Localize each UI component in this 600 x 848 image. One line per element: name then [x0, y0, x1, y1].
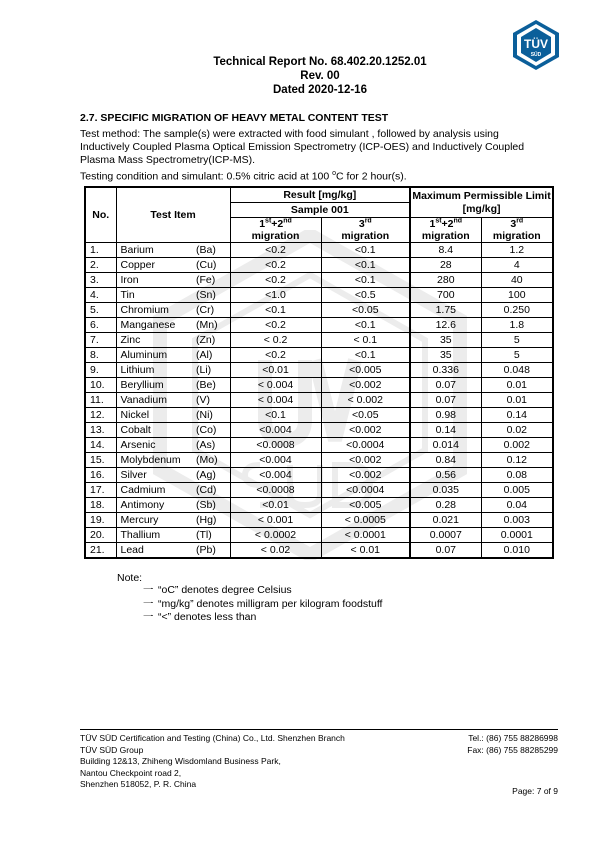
table-row — [85, 468, 553, 483]
element-name: Aluminum — [116, 348, 192, 363]
footer-address — [80, 733, 345, 791]
result-1st2nd: <0.1 — [230, 303, 321, 318]
element-name: Cobalt — [116, 423, 192, 438]
result-1st2nd: <0.2 — [230, 258, 321, 273]
element-symbol: (Mn) — [192, 318, 230, 333]
element-symbol: (Ni) — [192, 408, 230, 423]
result-3rd: < 0.002 — [321, 393, 410, 408]
table-row — [85, 453, 553, 468]
footer-company: TÜV SÜD Certification and Testing (China) Co., Ltd. Shenzhen Branch — [80, 733, 345, 743]
condition-text: Testing condition and simulant: 0.5% citric acid at 100 — [80, 170, 333, 183]
limit-1st2nd: 0.07 — [410, 543, 481, 559]
result-1st2nd: <1.0 — [230, 288, 321, 303]
result-3rd: < 0.0005 — [321, 513, 410, 528]
result-3rd: <0.1 — [321, 348, 410, 363]
result-3rd: <0.1 — [321, 258, 410, 273]
limit-3rd: 0.0001 — [481, 528, 553, 543]
element-symbol: (Fe) — [192, 273, 230, 288]
element-symbol: (Al) — [192, 348, 230, 363]
result-3rd: <0.0004 — [321, 483, 410, 498]
limit-3rd: 0.048 — [481, 363, 553, 378]
footer-road: Nantou Checkpoint road 2, — [80, 767, 182, 778]
element-symbol: (As) — [192, 438, 230, 453]
row-number: 7. — [85, 333, 116, 348]
limit-1st2nd: 35 — [410, 348, 481, 363]
limit-1st2nd: 28 — [410, 258, 481, 273]
test-method: Test method: The sample(s) were extracted with food simulant , followed by analysis using Inductively Coupled Plasma Optical Emission Spectrometry (ICP-OES) and Inductively Coupled Plasma Mass Spectrometry(ICP-MS). — [80, 128, 525, 166]
element-name: Barium — [116, 243, 192, 258]
element-symbol: (Ba) — [192, 243, 230, 258]
table-row — [85, 513, 553, 528]
note-dash: 一 — [143, 584, 154, 596]
footer-tel: Tel.: (86) 755 88286998 — [468, 733, 558, 743]
table-row — [85, 258, 553, 273]
table-row — [85, 438, 553, 453]
limit-1st2nd: 0.021 — [410, 513, 481, 528]
ord-st: st — [435, 217, 442, 225]
result-1st2nd: <0.004 — [230, 423, 321, 438]
limit-1st2nd: 280 — [410, 273, 481, 288]
result-3rd: < 0.0001 — [321, 528, 410, 543]
limit-1st2nd: 0.07 — [410, 378, 481, 393]
table-row — [85, 303, 553, 318]
header-test-item: Test Item — [116, 187, 230, 243]
element-name: Nickel — [116, 408, 192, 423]
limit-3rd: 0.04 — [481, 498, 553, 513]
result-1st2nd: <0.2 — [230, 243, 321, 258]
result-1st2nd: < 0.004 — [230, 393, 321, 408]
ord-st: st — [265, 217, 272, 225]
table-row — [85, 543, 553, 559]
limit-1st2nd: 0.336 — [410, 363, 481, 378]
ord-nd: nd — [453, 217, 463, 225]
row-number: 13. — [85, 423, 116, 438]
element-symbol: (Ag) — [192, 468, 230, 483]
section-title: 2.7. SPECIFIC MIGRATION OF HEAVY METAL CONTENT TEST — [80, 112, 389, 124]
footer-building: Building 12&13, Zhiheng Wisdomland Business Park, — [80, 756, 281, 766]
element-name: Iron — [116, 273, 192, 288]
row-number: 19. — [85, 513, 116, 528]
limit-3rd: 0.010 — [481, 543, 553, 559]
table-row — [85, 423, 553, 438]
limit-3rd: 0.002 — [481, 438, 553, 453]
result-1st2nd: <0.2 — [230, 348, 321, 363]
header-sample: Sample 001 — [230, 203, 410, 218]
row-number: 5. — [85, 303, 116, 318]
element-symbol: (Mo) — [192, 453, 230, 468]
note-label: Note: — [117, 572, 143, 584]
result-1st2nd: <0.0008 — [230, 438, 321, 453]
migration-label: migration — [421, 230, 470, 242]
element-symbol: (Pb) — [192, 543, 230, 559]
limit-3rd: 0.02 — [481, 423, 553, 438]
result-1st2nd: <0.004 — [230, 453, 321, 468]
limit-3rd: 1.8 — [481, 318, 553, 333]
footer-divider — [80, 729, 558, 730]
report-revision: Rev. 00 — [300, 70, 340, 82]
limit-3rd: 0.08 — [481, 468, 553, 483]
note-text: “oC” denotes degree Celsius — [158, 584, 292, 596]
element-name: Lead — [116, 543, 192, 559]
ord-2: +2 — [271, 218, 284, 230]
element-name: Vanadium — [116, 393, 192, 408]
element-symbol: (Cu) — [192, 258, 230, 273]
footer-fax: Fax: (86) 755 88285299 — [467, 744, 558, 755]
note-dash: 一 — [143, 611, 154, 623]
result-1st2nd: < 0.0002 — [230, 528, 321, 543]
element-name: Molybdenum — [116, 453, 192, 468]
header-result-1st2nd — [230, 218, 321, 243]
report-number: Technical Report No. 68.402.20.1252.01 — [213, 56, 427, 68]
note-item — [143, 611, 382, 625]
result-3rd: <0.1 — [321, 273, 410, 288]
result-3rd: <0.05 — [321, 408, 410, 423]
footer-contact — [446, 733, 558, 756]
element-name: Thallium — [116, 528, 192, 543]
row-number: 17. — [85, 483, 116, 498]
ord-3: 3 — [358, 218, 365, 230]
result-3rd: <0.002 — [321, 468, 410, 483]
limit-1st2nd: 8.4 — [410, 243, 481, 258]
logo-text: TÜV — [524, 37, 548, 51]
ord-rd: rd — [364, 217, 372, 225]
result-1st2nd: <0.2 — [230, 318, 321, 333]
limit-3rd: 0.003 — [481, 513, 553, 528]
note-item — [143, 598, 382, 612]
header-result: Result [mg/kg] — [230, 187, 410, 203]
element-name: Cadmium — [116, 483, 192, 498]
element-name: Mercury — [116, 513, 192, 528]
result-3rd: <0.05 — [321, 303, 410, 318]
ord-3: 3 — [510, 218, 517, 230]
limit-1st2nd: 35 — [410, 333, 481, 348]
note-text: “<” denotes less than — [158, 611, 257, 623]
element-name: Lithium — [116, 363, 192, 378]
result-1st2nd: <0.0008 — [230, 483, 321, 498]
result-3rd: <0.5 — [321, 288, 410, 303]
element-symbol: (Li) — [192, 363, 230, 378]
heavy-metal-results-table — [84, 186, 554, 559]
result-3rd: <0.002 — [321, 378, 410, 393]
row-number: 12. — [85, 408, 116, 423]
element-name: Antimony — [116, 498, 192, 513]
limit-1st2nd: 0.014 — [410, 438, 481, 453]
header-no: No. — [85, 187, 116, 243]
header-result-3rd — [321, 218, 410, 243]
table-row — [85, 393, 553, 408]
element-symbol: (Sb) — [192, 498, 230, 513]
table-row — [85, 498, 553, 513]
row-number: 4. — [85, 288, 116, 303]
limit-3rd: 0.01 — [481, 393, 553, 408]
element-name: Beryllium — [116, 378, 192, 393]
limit-3rd: 40 — [481, 273, 553, 288]
result-3rd: <0.005 — [321, 498, 410, 513]
ord-2: +2 — [441, 218, 454, 230]
note-dash: 一 — [143, 597, 154, 610]
limit-3rd: 100 — [481, 288, 553, 303]
note-item — [143, 584, 382, 598]
element-name: Zinc — [116, 333, 192, 348]
result-3rd: <0.0004 — [321, 438, 410, 453]
element-name: Tin — [116, 288, 192, 303]
row-number: 8. — [85, 348, 116, 363]
table-row — [85, 288, 553, 303]
result-1st2nd: <0.2 — [230, 273, 321, 288]
result-1st2nd: <0.01 — [230, 363, 321, 378]
limit-1st2nd: 0.07 — [410, 393, 481, 408]
limit-3rd: 0.01 — [481, 378, 553, 393]
limit-3rd: 0.14 — [481, 408, 553, 423]
table-row — [85, 273, 553, 288]
result-3rd: <0.005 — [321, 363, 410, 378]
footer-city: Shenzhen 518052, P. R. China — [80, 779, 197, 789]
table-row — [85, 363, 553, 378]
result-1st2nd: <0.1 — [230, 408, 321, 423]
limit-1st2nd: 0.28 — [410, 498, 481, 513]
element-symbol: (Cr) — [192, 303, 230, 318]
row-number: 14. — [85, 438, 116, 453]
result-3rd: <0.1 — [321, 318, 410, 333]
limit-1st2nd: 0.14 — [410, 423, 481, 438]
table-row — [85, 408, 553, 423]
table-row — [85, 333, 553, 348]
table-row — [85, 348, 553, 363]
table-row — [85, 378, 553, 393]
element-symbol: (Zn) — [192, 333, 230, 348]
limit-3rd: 0.12 — [481, 453, 553, 468]
limit-3rd: 1.2 — [481, 243, 553, 258]
element-symbol: (V) — [192, 393, 230, 408]
degree-symbol: o — [332, 170, 337, 177]
result-3rd: <0.002 — [321, 423, 410, 438]
limit-1st2nd: 0.56 — [410, 468, 481, 483]
page-number: Page: 7 of 9 — [512, 786, 558, 796]
row-number: 16. — [85, 468, 116, 483]
table-row — [85, 528, 553, 543]
element-symbol: (Co) — [192, 423, 230, 438]
footer-group: TÜV SÜD Group — [80, 744, 144, 755]
tuv-sud-logo — [509, 18, 563, 72]
result-3rd: < 0.01 — [321, 543, 410, 559]
limit-1st2nd: 1.75 — [410, 303, 481, 318]
header-limit-1st2nd — [410, 218, 481, 243]
notes-list — [143, 584, 382, 625]
ord-1: 1 — [259, 218, 266, 230]
row-number: 20. — [85, 528, 116, 543]
header-limit-3rd — [481, 218, 553, 243]
limit-3rd: 0.250 — [481, 303, 553, 318]
migration-label: migration — [492, 230, 541, 242]
table-row — [85, 483, 553, 498]
row-number: 15. — [85, 453, 116, 468]
limit-1st2nd: 12.6 — [410, 318, 481, 333]
row-number: 9. — [85, 363, 116, 378]
result-1st2nd: <0.01 — [230, 498, 321, 513]
limit-3rd: 4 — [481, 258, 553, 273]
result-1st2nd: < 0.004 — [230, 378, 321, 393]
element-name: Arsenic — [116, 438, 192, 453]
migration-label: migration — [251, 230, 300, 242]
ord-1: 1 — [429, 218, 436, 230]
migration-label: migration — [341, 230, 390, 242]
testing-condition — [80, 170, 407, 183]
element-symbol: (Tl) — [192, 528, 230, 543]
row-number: 18. — [85, 498, 116, 513]
limit-1st2nd: 0.84 — [410, 453, 481, 468]
table-row — [85, 243, 553, 258]
limit-1st2nd: 0.98 — [410, 408, 481, 423]
row-number: 3. — [85, 273, 116, 288]
element-symbol: (Sn) — [192, 288, 230, 303]
limit-1st2nd: 700 — [410, 288, 481, 303]
element-name: Copper — [116, 258, 192, 273]
table-row — [85, 318, 553, 333]
element-symbol: (Be) — [192, 378, 230, 393]
result-1st2nd: < 0.02 — [230, 543, 321, 559]
element-name: Chromium — [116, 303, 192, 318]
report-date: Dated 2020-12-16 — [273, 84, 367, 96]
result-1st2nd: < 0.2 — [230, 333, 321, 348]
element-symbol: (Hg) — [192, 513, 230, 528]
result-3rd: <0.1 — [321, 243, 410, 258]
row-number: 1. — [85, 243, 116, 258]
limit-3rd: 5 — [481, 333, 553, 348]
row-number: 11. — [85, 393, 116, 408]
limit-1st2nd: 0.0007 — [410, 528, 481, 543]
result-1st2nd: < 0.001 — [230, 513, 321, 528]
limit-3rd: 0.005 — [481, 483, 553, 498]
result-1st2nd: <0.004 — [230, 468, 321, 483]
row-number: 10. — [85, 378, 116, 393]
row-number: 21. — [85, 543, 116, 559]
logo-subtext: SÜD — [530, 52, 542, 58]
row-number: 6. — [85, 318, 116, 333]
result-3rd: <0.002 — [321, 453, 410, 468]
note-text: “mg/kg” denotes milligram per kilogram foodstuff — [158, 597, 383, 610]
limit-3rd: 5 — [481, 348, 553, 363]
condition-text-end: C for 2 hour(s). — [336, 170, 407, 183]
limit-1st2nd: 0.035 — [410, 483, 481, 498]
element-name: Silver — [116, 468, 192, 483]
ord-nd: nd — [283, 217, 292, 225]
element-symbol: (Cd) — [192, 483, 230, 498]
ord-rd: rd — [516, 217, 524, 225]
element-name: Manganese — [116, 318, 192, 333]
row-number: 2. — [85, 258, 116, 273]
result-3rd: < 0.1 — [321, 333, 410, 348]
header-max-limit: Maximum Permissible Limit [mg/kg] — [410, 187, 553, 218]
